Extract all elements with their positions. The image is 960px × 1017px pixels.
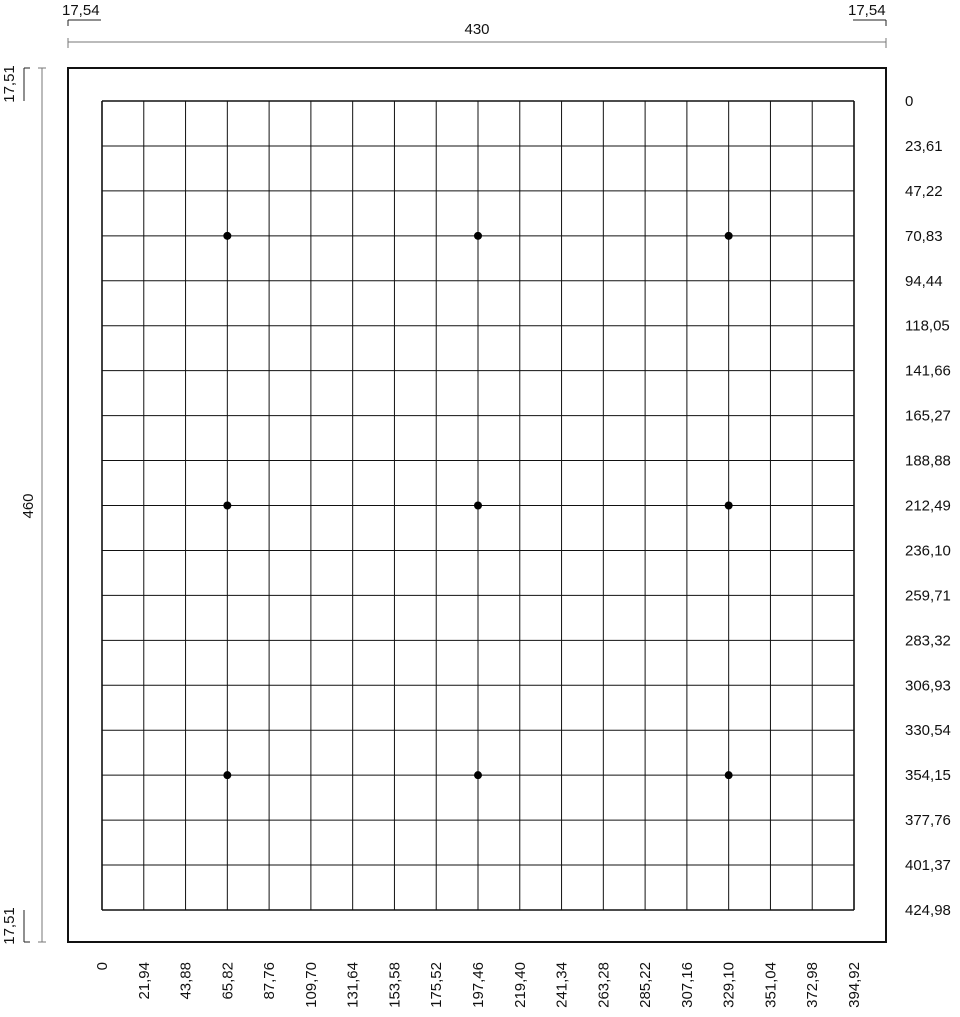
x-tick-label: 109,70 xyxy=(302,962,320,1008)
x-tick-label: 197,46 xyxy=(470,962,487,1008)
y-tick-label: 47,22 xyxy=(905,182,943,200)
x-tick-label: 394,92 xyxy=(846,962,863,1008)
star-point xyxy=(223,232,231,240)
x-tick-label: 351,04 xyxy=(762,962,780,1008)
y-tick-label: 94,44 xyxy=(905,272,943,290)
x-tick-label: 175,52 xyxy=(428,962,446,1008)
x-tick-label: 153,58 xyxy=(386,962,404,1008)
height-total-label: 460 xyxy=(20,493,37,519)
width-total-label: 430 xyxy=(464,21,490,38)
y-tick-label: 377,76 xyxy=(905,812,951,830)
y-tick-label: 70,83 xyxy=(905,227,943,245)
y-tick-label: 306,93 xyxy=(905,677,951,695)
y-tick-label: 212,49 xyxy=(905,497,951,515)
y-tick-label: 354,15 xyxy=(905,767,951,785)
x-tick-label: 21,94 xyxy=(135,962,153,1000)
star-point xyxy=(223,502,231,510)
x-tick-label: 263,28 xyxy=(595,962,613,1008)
star-point xyxy=(474,232,482,240)
y-tick-label: 23,61 xyxy=(905,137,943,155)
x-tick-label: 43,88 xyxy=(177,962,195,1000)
star-point xyxy=(725,232,733,240)
x-tick-label: 307,16 xyxy=(678,962,696,1008)
margin-top-callout xyxy=(1,65,30,103)
y-tick-label: 401,37 xyxy=(905,857,951,875)
star-point xyxy=(725,771,733,779)
x-tick-label: 329,10 xyxy=(720,962,738,1008)
x-tick-label: 219,40 xyxy=(511,962,529,1008)
y-tick-label: 188,88 xyxy=(905,452,951,470)
margin-left-callout xyxy=(62,2,101,26)
left-dimension xyxy=(20,68,46,942)
margin-bottom-callout xyxy=(1,907,30,945)
star-point xyxy=(474,771,482,779)
star-point xyxy=(725,502,733,510)
y-tick-label: 118,05 xyxy=(905,317,950,335)
margin-top-label: 17,51 xyxy=(1,65,18,103)
y-tick-label: 165,27 xyxy=(905,407,951,425)
x-tick-label: 241,34 xyxy=(553,962,571,1008)
y-tick-labels xyxy=(905,93,951,919)
x-tick-label: 131,64 xyxy=(344,962,362,1008)
y-tick-label: 330,54 xyxy=(905,722,951,740)
y-tick-label: 236,10 xyxy=(905,542,951,560)
y-tick-label: 0 xyxy=(905,93,914,110)
y-tick-label: 141,66 xyxy=(905,362,951,380)
y-tick-label: 424,98 xyxy=(905,902,951,919)
y-tick-label: 283,32 xyxy=(905,632,951,650)
x-tick-label: 372,98 xyxy=(804,962,822,1008)
x-tick-label: 87,76 xyxy=(261,962,279,1000)
x-tick-label: 285,22 xyxy=(637,962,655,1008)
x-tick-label: 65,82 xyxy=(219,962,237,1000)
margin-bottom-label: 17,51 xyxy=(1,907,18,945)
margin-right-callout xyxy=(848,2,886,26)
x-tick-labels xyxy=(94,962,863,1008)
top-dimension xyxy=(68,21,886,48)
x-tick-label: 0 xyxy=(94,962,111,971)
star-point xyxy=(223,771,231,779)
star-point xyxy=(474,502,482,510)
margin-left-label: 17,54 xyxy=(62,2,100,19)
y-tick-label: 259,71 xyxy=(905,587,951,605)
margin-right-label: 17,54 xyxy=(848,2,886,19)
